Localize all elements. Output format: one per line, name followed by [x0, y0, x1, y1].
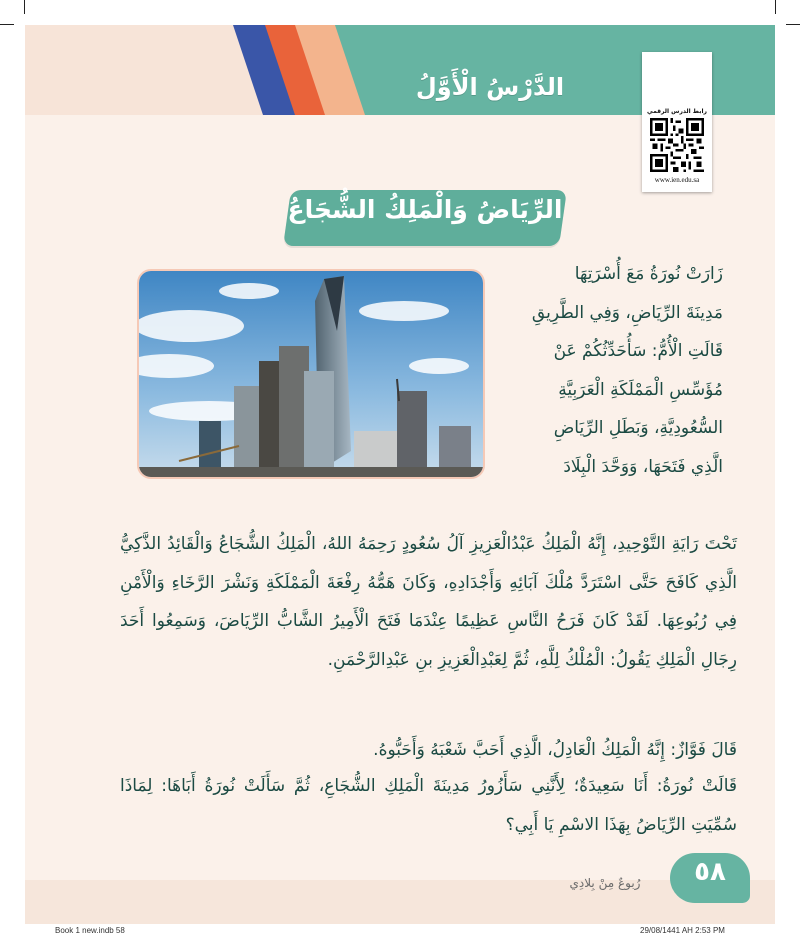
- textbook-page: [25, 25, 775, 924]
- unit-name: رُبوعٌ مِنْ بِلادِي: [569, 876, 641, 890]
- qr-url[interactable]: www.ien.edu.sa: [654, 176, 700, 184]
- text-line: قَالَتِ الْأُمُّ: سَأُحَدِّثُكُمْ عَنْ: [553, 341, 723, 361]
- story-paragraph-1: [487, 255, 723, 486]
- header-stripes: [225, 25, 365, 115]
- lesson-title: الدَّرْسُ الْأَوَّلُ: [415, 73, 565, 101]
- print-slug-date: 29/08/1441 AH 2:53 PM: [640, 926, 725, 935]
- text-line: السُّعُودِيَّةِ، وَبَطَلِ الرِّيَاضِ: [553, 418, 723, 438]
- story-paragraph-2: تَحْتَ رَايَةِ التَّوْحِيدِ، إِنَّهُ الْمَلِكُ عَبْدُالْعَزِيزِ آلُ سُعُودٍ رَحِمَهُ اللهُ، الْمَلِكُ الشُّجَاعُ وَالْقَائِدُ الذَّكِيُّ الَّذِي كَافَحَ حَتَّى اسْتَرَدَّ مُلْكَ آبَائِهِ وَأَجْدَادِهِ، وَكَانَ هَمُّهُ رِفْعَةَ الْمَمْلَكَةِ وَنَشْرَ الرَّخَاءِ وَالْأَمْنِ فِي رُبُوعِهَا. لَقَدْ كَانَ فَرَحُ النَّاسِ عَظِيمًا عِنْدَمَا فَتَحَ الْأَمِيرُ الشَّابُّ الرِّيَاضَ، وَسَمِعُوا أَحَدَ رِجَالِ الْمَلِكِ يَقُولُ: الْمُلْكُ لِلَّهِ، ثُمَّ لِعَبْدِالْعَزِيزِ بنِ عَبْدِالرَّحْمَنِ.: [120, 534, 737, 670]
- qr-label: رابط الدرس الرقمي: [647, 108, 707, 115]
- story-paragraph-3: قَالَ فَوَّازٌ: إِنَّهُ الْمَلِكُ الْعَادِلُ، الَّذِي أَحَبَّ شَعْبَهُ وَأَحَبُّوهُ.: [373, 740, 737, 760]
- page-number: ٥٨: [694, 857, 726, 887]
- crop-mark: [0, 24, 14, 25]
- text-line: مُؤَسِّسِ الْمَمْلَكَةِ الْعَرَبِيَّةِ: [558, 379, 723, 400]
- text-line: مَدِينَةَ الرِّيَاضِ، وَفِي الطَّرِيقِ: [531, 302, 723, 323]
- skyline-image: [139, 271, 483, 477]
- crop-mark: [786, 24, 800, 25]
- print-slug-file: Book 1 new.indb 58: [55, 926, 125, 935]
- story-title: الرِّيَاضُ وَالْمَلِكُ الشُّجَاعُ: [287, 195, 563, 224]
- crop-mark: [775, 0, 776, 14]
- story-paragraph-4: قَالَتْ نُورَةُ: أَنَا سَعِيدَةٌ؛ لِأَنَّنِي سَأَزُورُ مَدِينَةَ الْمَلِكِ الشُّجَاعِ، ثُمَّ سَأَلَتْ نُورَةُ أَبَاهَا: لِمَاذَا سُمِّيَتِ الرِّيَاضُ بِهَذَا الاسْمِ يَا أَبِي؟: [120, 776, 737, 835]
- text-line: الَّذِي فَتَحَهَا، وَوَحَّدَ الْبِلَادَ: [563, 456, 723, 477]
- footer-band: [25, 880, 775, 924]
- text-line: زَارَتْ نُورَةُ مَعَ أُسْرَتِهَا: [574, 264, 723, 284]
- qr-code-icon[interactable]: [650, 118, 704, 172]
- riyadh-skyline-photo: [137, 269, 485, 479]
- crop-mark: [24, 0, 25, 14]
- digital-lesson-qr-card[interactable]: [642, 52, 712, 192]
